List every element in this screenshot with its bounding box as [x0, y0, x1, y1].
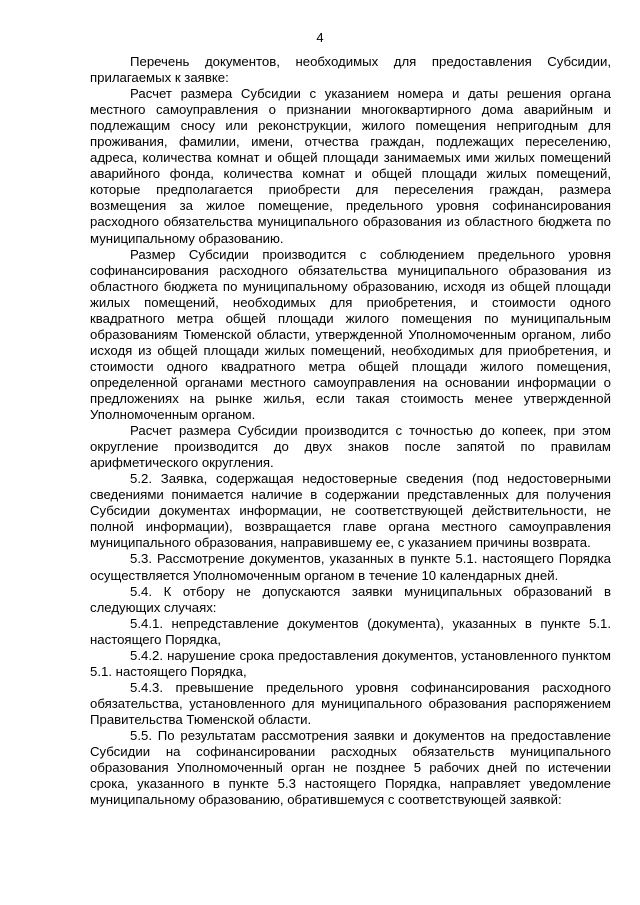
paragraph-5-5: 5.5. По результатам рассмотрения заявки и документов на предоставление Субсидии на софинансировании расходных обязательств муниципального образования Уполномоченный орган не позднее 5 рабочих дней по истечении срока, указанного в пункте 5.3 настоящего Порядка, направляет уведомление муниципальному образованию, обратившемуся с соответствующей заявкой: [90, 727, 611, 808]
paragraph-5-4-3: 5.4.3. превышение предельного уровня софинансирования расходного обязательства, установленного для муниципального образования распоряжением Правительства Тюменской области. [90, 679, 611, 727]
paragraph-5-4-2: 5.4.2. нарушение срока предоставления документов, установленного пунктом 5.1. настоящего Порядка, [90, 647, 611, 679]
paragraph-5-2: 5.2. Заявка, содержащая недостоверные сведения (под недостоверными сведениями понимается наличие в содержании представленных для получения Субсидии документах информации, не соответствующей действительности, не полной информации), возвращается главе органа местного самоуправления муниципального образования, направившему ее, с указанием причины возврата. [90, 471, 611, 551]
paragraph-subsidy-size: Размер Субсидии производится с соблюдением предельного уровня софинансирования расходного обязательства муниципального образования из областного бюджета по муниципальному образованию, исходя из общей площади жилых помещений, необходимых для приобретения, и стоимости одного квадратного метра общей площади жилого помещения по муниципальным образованиям Тюменской области, утвержденной Уполномоченным органом, либо исходя из общей площади жилых помещений, необходимых для приобретения, и стоимости одного квадратного метра общей площади жилого помещения, определенной органами местного самоуправления на основании информации о предложениях на рынке жилья, если такая стоимость менее утвержденной Уполномоченным органом. [90, 246, 611, 423]
paragraph-rounding: Расчет размера Субсидии производится с точностью до копеек, при этом округление производится до двух знаков после запятой по правилам арифметического округления. [90, 423, 611, 471]
page-number: 4 [316, 30, 324, 45]
document-body [90, 54, 611, 808]
paragraph-5-4: 5.4. К отбору не допускаются заявки муниципальных образований в следующих случаях: [90, 583, 611, 615]
paragraph-subsidy-calculation: Расчет размера Субсидии с указанием номера и даты решения органа местного самоуправления о признании многоквартирного дома аварийным и подлежащим сносу или реконструкции, жилого помещения непригодным для проживания, фамилии, имени, отчества граждан, подлежащих переселению, адреса, количества комнат и общей площади занимаемых ими жилых помещений аварийного фонда, количества комнат и общей площади жилых помещений, которые предполагается приобрести для переселения граждан, размера возмещения за жилое помещение, предельного уровня софинансирования расходного обязательства муниципального образования из областного бюджета по муниципальному образованию. [90, 86, 611, 246]
paragraph-documents-list-intro: Перечень документов, необходимых для предоставления Субсидии, прилагаемых к заявке: [90, 54, 611, 86]
paragraph-5-3: 5.3. Рассмотрение документов, указанных в пункте 5.1. настоящего Порядка осуществляется Уполномоченным органом в течение 10 календарных дней. [90, 551, 611, 583]
paragraph-5-4-1: 5.4.1. непредставление документов (документа), указанных в пункте 5.1. настоящего Порядка, [90, 615, 611, 647]
